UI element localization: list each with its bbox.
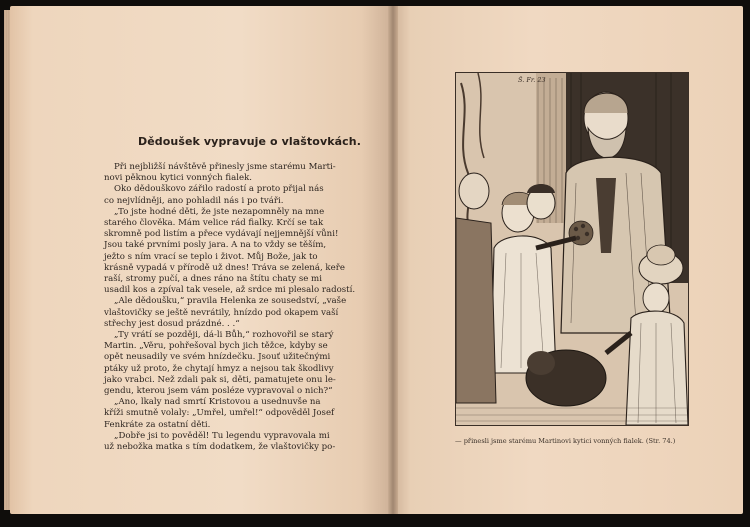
text-line: novi pěknou kytici vonných fialek. — [104, 173, 253, 184]
illustration — [455, 72, 689, 426]
text-line: gendu, kterou jsem vám posléze vypravoval o nich?“ — [104, 386, 333, 397]
chapter-title: Dědoušek vypravuje o vlaštovkách. — [138, 135, 361, 148]
text-line: usadil kos a zpíval tak vesele, až srdce mi plesalo radostí. — [104, 285, 356, 296]
text-line: „To jste hodné děti, že jste nezapomněly na mne — [114, 206, 325, 217]
text-line: Martin. „Věru, pohřešoval bych jich těžce, kdyby se — [104, 341, 328, 352]
text-line: krásně vypadá v přírodě už dnes! Tráva se zelená, keře — [104, 262, 345, 273]
text-line: vlaštovičky se ještě nevrátily, hnízdo pod okapem vaší — [104, 307, 339, 318]
text-line: ptáky už proto, že chytají hmyz a nejsou tak škodlivy — [104, 363, 334, 374]
text-line: už nebožka matka s tím dodatkem, že vlaštovičky po- — [104, 442, 336, 453]
text-line: opět neusadily ve svém hnízdečku. Jsouť užitečnými — [104, 352, 331, 363]
text-line: „Ano, lkaly nad smrtí Kristovou a usednuvše na — [114, 397, 321, 408]
text-line: „Ale dědoušku,“ pravila Helenka ze sousedství, „vaše — [114, 296, 347, 307]
text-line: co nejvlídněji, ano pohladil nás i po tváři. — [104, 195, 284, 206]
illustration-caption: — přinesli jsme starému Martinovi kytici vonných fialek. (Str. 74.) — [455, 437, 676, 445]
text-line: Jsou také prvními posly jara. A na to vždy se těším, — [104, 240, 327, 251]
artist-signature: Š. Fr. 23 — [518, 76, 546, 84]
text-line: ježto s ním vrací se teplo i život. Můj Bože, jak to — [104, 251, 318, 262]
text-line: starého člověka. Mám velice rád fialky. Krčí se tak — [104, 218, 324, 229]
engraving-image — [456, 73, 688, 425]
body-text — [104, 162, 366, 453]
book-gutter — [388, 6, 398, 514]
text-line: Fenkráte za ostatní děti. — [104, 419, 211, 430]
text-line: střechy jest dosud prázdné. . .“ — [104, 318, 240, 329]
text-line: raší, stromy pučí, a dnes ráno na štítu chaty se mi — [104, 274, 322, 285]
text-line: Při nejbližší návštěvě přinesly jsme starému Marti- — [114, 162, 336, 172]
text-line: „Ty vrátí se později, dá-li Bůh,“ rozhovořil se starý — [114, 330, 334, 341]
text-line: „Dobře jsi to pověděl! Tu legendu vypravovala mi — [114, 430, 330, 441]
text-line: Oko dědouškovo zářilo radostí a proto přijal nás — [114, 184, 324, 195]
text-line: kříži smutně volaly: „Umřel, umřel!“ odpověděl Josef — [104, 408, 335, 419]
text-line: skromně pod listím a přece vydávají nejjemnější vůni! — [104, 229, 339, 240]
text-line: jako vrabci. Než zdali pak si, děti, pamatujete onu le- — [104, 374, 336, 385]
